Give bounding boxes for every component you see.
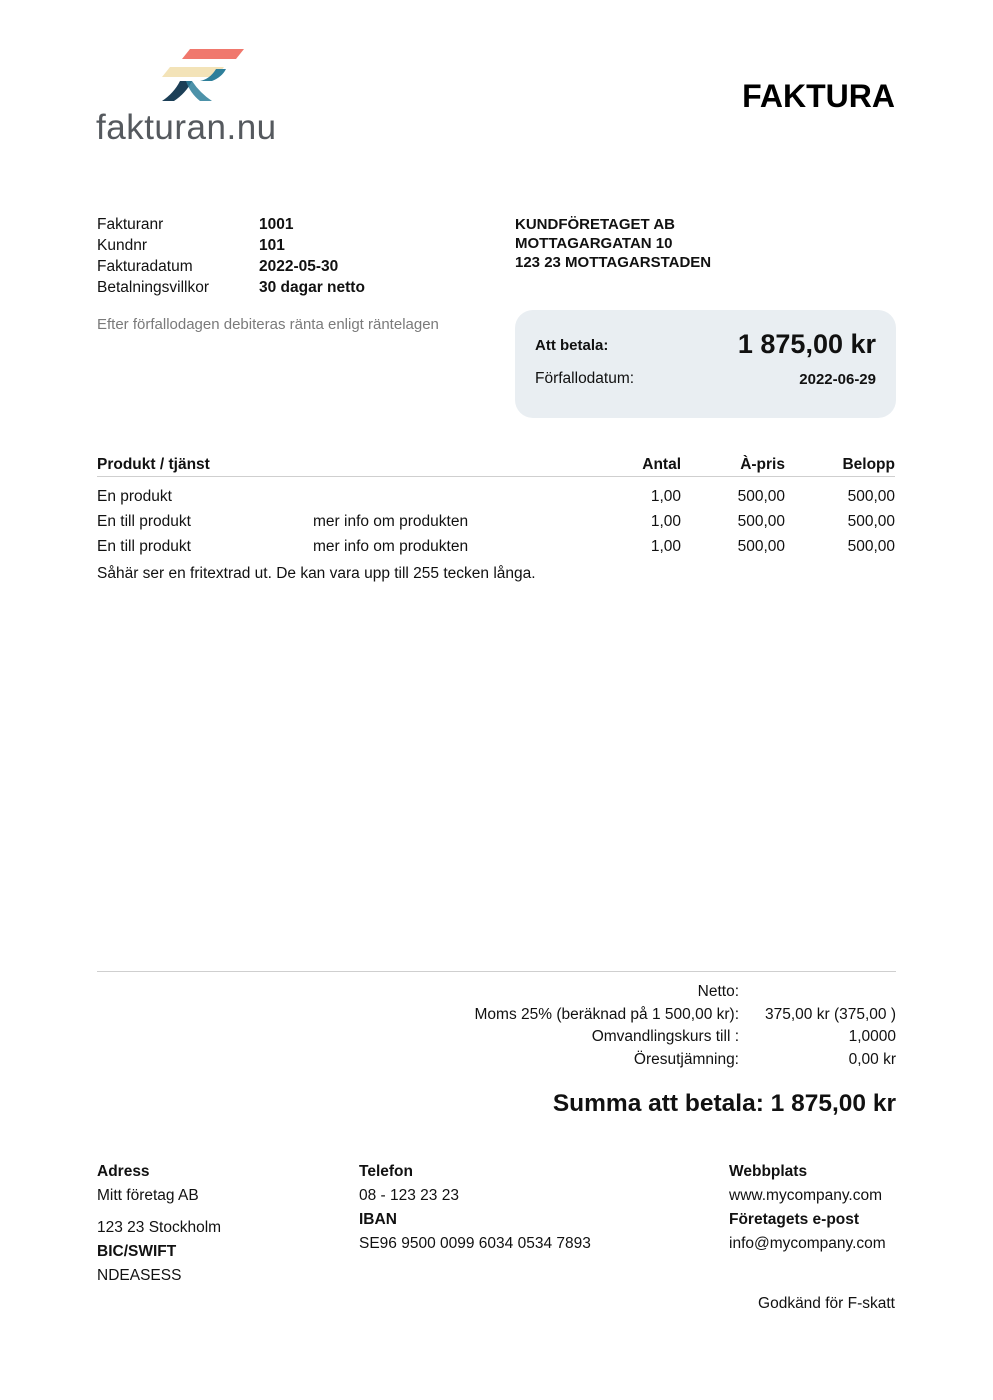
item-quantity: 1,00 [650, 513, 681, 530]
totals-value: 0,00 kr [848, 1050, 896, 1068]
item-quantity: 1,00 [650, 538, 681, 555]
item-info: mer info om produkten [313, 513, 469, 530]
item-info: mer info om produkten [313, 538, 469, 555]
item-name: En till produkt [97, 538, 191, 555]
items-table [97, 454, 895, 586]
email-heading: Företagets e-post [729, 1211, 860, 1228]
phone-value: 08 - 123 23 23 [359, 1187, 459, 1204]
recipient-street: MOTTAGARGATAN 10 [515, 235, 673, 252]
website-heading: Webbplats [729, 1163, 808, 1180]
totals-value [739, 981, 896, 1004]
table-row [97, 509, 895, 534]
invoice-meta [97, 214, 365, 298]
meta-label: Kundnr [97, 237, 147, 254]
email-link[interactable]: info@mycompany.com [729, 1235, 886, 1252]
item-unit-price: 500,00 [737, 538, 785, 555]
due-date-value: 2022-06-29 [799, 371, 876, 388]
free-text-row: Såhär ser en fritextrad ut. De kan vara upp till 255 tecken långa. [97, 565, 536, 582]
document-title: FAKTURA [742, 78, 895, 114]
company-logo-icon [160, 45, 246, 103]
fskatt-note: Godkänd för F-skatt [758, 1295, 895, 1312]
grand-total: Summa att betala: 1 875,00 kr [552, 1090, 896, 1117]
item-amount: 500,00 [847, 488, 895, 505]
totals-label: Netto: [697, 983, 739, 1000]
amount-due-value: 1 875,00 kr [737, 329, 876, 359]
meta-label: Fakturadatum [97, 258, 193, 275]
interest-note: Efter förfallodagen debiteras ränta enligt räntelagen [97, 316, 439, 333]
amount-due-label: Att betala: [535, 337, 609, 354]
item-name: En produkt [97, 488, 172, 505]
totals-section [380, 981, 896, 1071]
recipient-name: KUNDFÖRETAGET AB [515, 216, 675, 233]
bic-heading: BIC/SWIFT [97, 1243, 177, 1260]
totals-divider [97, 971, 896, 972]
meta-row-payment-terms [97, 277, 365, 298]
table-row [97, 534, 895, 559]
header-quantity: Antal [642, 456, 681, 473]
totals-value: 1,0000 [848, 1028, 896, 1045]
totals-label: Moms 25% (beräknad på 1 500,00 kr): [474, 1005, 739, 1023]
meta-label: Betalningsvillkor [97, 279, 209, 296]
item-info [313, 484, 567, 509]
totals-row-exchange-rate [380, 1026, 896, 1049]
company-city: 123 23 Stockholm [97, 1219, 222, 1236]
meta-row-customer-number [97, 235, 365, 256]
meta-value: 101 [259, 237, 285, 254]
company-name: Mitt företag AB [97, 1187, 199, 1204]
logo-wordmark: fakturan.nu [96, 108, 277, 147]
iban-heading: IBAN [359, 1211, 397, 1228]
phone-heading: Telefon [359, 1163, 413, 1180]
item-name: En till produkt [97, 513, 191, 530]
item-amount: 500,00 [847, 538, 895, 555]
address-heading: Adress [97, 1163, 150, 1180]
meta-row-invoice-number [97, 214, 365, 235]
totals-label: Omvandlingskurs till : [591, 1028, 739, 1045]
item-unit-price: 500,00 [737, 488, 785, 505]
recipient-city: 123 23 MOTTAGARSTADEN [515, 254, 712, 271]
header-unit-price: À-pris [740, 456, 785, 473]
totals-value: 375,00 kr (375,00 ) [765, 1005, 896, 1023]
payment-summary-box [515, 310, 896, 418]
totals-row-net [380, 981, 896, 1004]
totals-row-rounding [380, 1049, 896, 1072]
meta-value: 1001 [259, 216, 294, 233]
bic-value: NDEASESS [97, 1267, 182, 1284]
header-amount: Belopp [842, 456, 895, 473]
meta-label: Fakturanr [97, 216, 164, 233]
meta-row-invoice-date [97, 256, 365, 277]
totals-label: Öresutjämning: [633, 1050, 739, 1068]
header-product: Produkt / tjänst [97, 456, 210, 473]
footer-web-column [729, 1160, 886, 1256]
table-row [97, 484, 895, 509]
due-date-label: Förfallodatum: [535, 370, 635, 387]
totals-row-vat [380, 1004, 896, 1027]
items-table-header [97, 454, 895, 477]
recipient-address [515, 215, 711, 272]
iban-value: SE96 9500 0099 6034 0534 7893 [359, 1235, 591, 1252]
meta-value: 2022-05-30 [259, 258, 339, 275]
website-link[interactable]: www.mycompany.com [729, 1187, 883, 1204]
items-table-body [97, 477, 895, 586]
footer-address-column [97, 1160, 221, 1288]
meta-value: 30 dagar netto [259, 279, 365, 296]
item-quantity: 1,00 [650, 488, 681, 505]
footer-contact-column [359, 1160, 591, 1256]
header-info [313, 454, 567, 476]
item-amount: 500,00 [847, 513, 895, 530]
item-unit-price: 500,00 [737, 513, 785, 530]
